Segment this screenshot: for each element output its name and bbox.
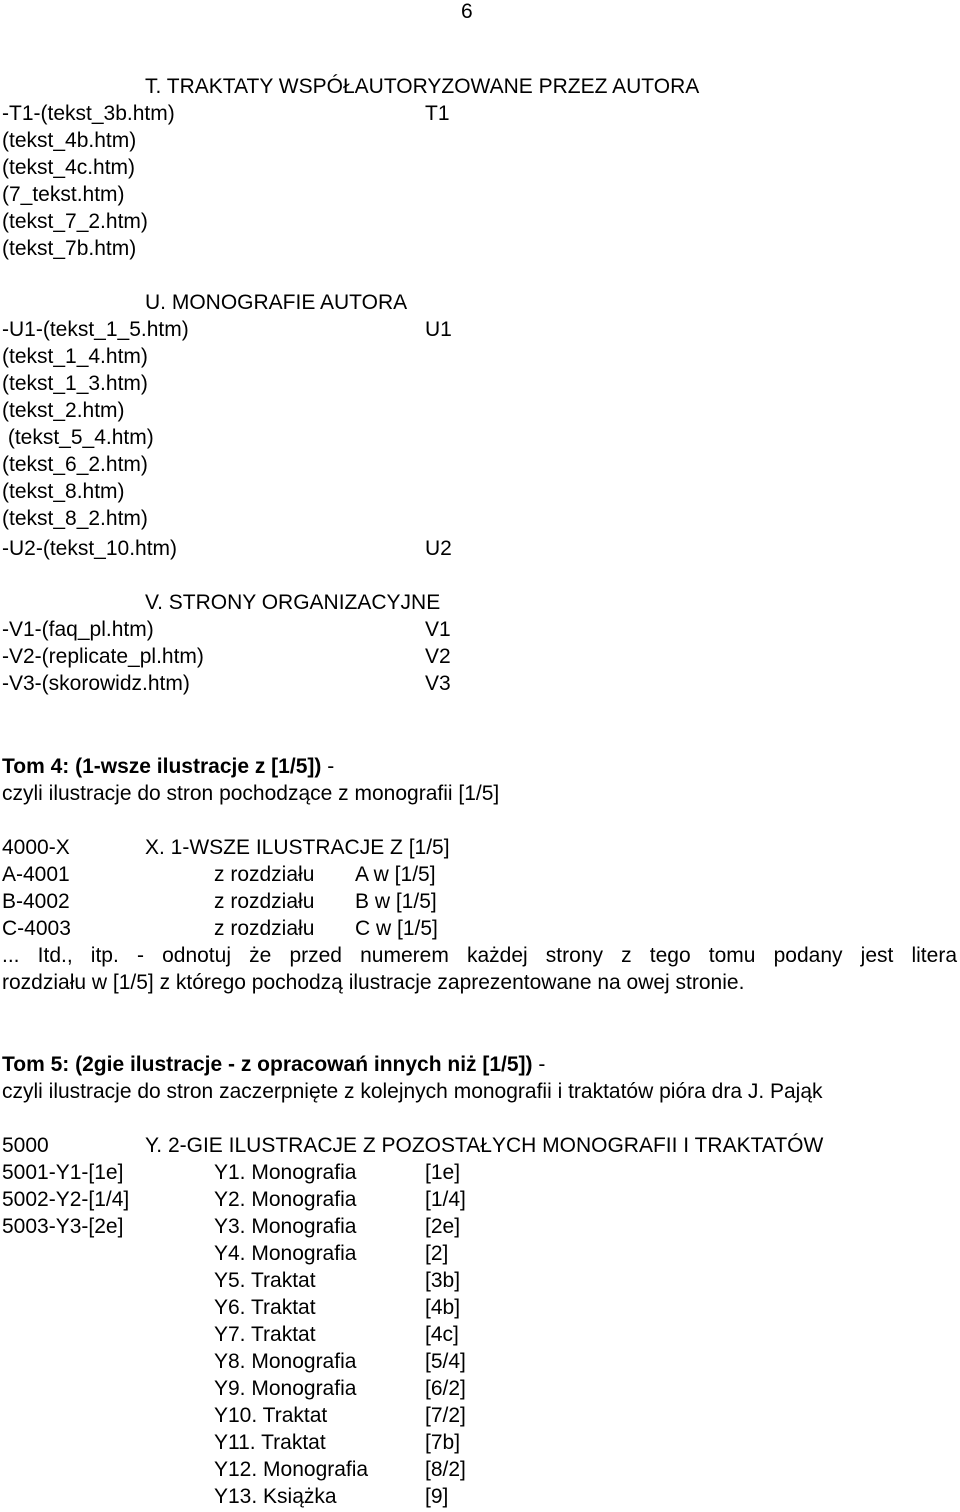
tom5-item-ref: [8/2] bbox=[425, 1458, 466, 1481]
tom4-title-line bbox=[2, 753, 334, 780]
section-u-line: (tekst_1_4.htm) bbox=[2, 345, 148, 368]
tom4-row-desc: B w [1/5] bbox=[355, 890, 437, 913]
tom5-row-heading: Y. 2-GIE ILUSTRACJE Z POZOSTAŁYCH MONOGRAFII I TRAKTATÓW bbox=[145, 1134, 824, 1157]
section-v-line: -V3-(skorowidz.htm) bbox=[2, 672, 190, 695]
tom5-item-ref: [3b] bbox=[425, 1269, 461, 1292]
tom4-row-code: C-4003 bbox=[2, 917, 71, 940]
page-number: 6 bbox=[461, 0, 473, 23]
tom4-row-code: B-4002 bbox=[2, 890, 70, 913]
section-t-line: (tekst_7b.htm) bbox=[2, 237, 137, 260]
tom5-title-suffix: - bbox=[532, 1053, 546, 1076]
section-u-line: (tekst_2.htm) bbox=[2, 399, 125, 422]
section-u-line: -U2-(tekst_10.htm) bbox=[2, 537, 178, 560]
section-v-line: -V2-(replicate_pl.htm) bbox=[2, 645, 204, 668]
section-u-line: (tekst_5_4.htm) bbox=[2, 426, 154, 449]
tom5-item-name: Y6. Traktat bbox=[214, 1296, 316, 1319]
section-t-line: (tekst_4b.htm) bbox=[2, 129, 137, 152]
tom5-item-name: Y9. Monografia bbox=[214, 1377, 357, 1400]
tom5-item-ref: [7/2] bbox=[425, 1404, 466, 1427]
section-t-line: (tekst_7_2.htm) bbox=[2, 210, 148, 233]
tom4-title: Tom 4: (1-wsze ilustracje z [1/5]) bbox=[2, 755, 322, 778]
tom5-item-name: Y3. Monografia bbox=[214, 1215, 357, 1238]
section-v-code: V2 bbox=[425, 645, 451, 668]
tom5-item-ref: [9] bbox=[425, 1485, 449, 1508]
tom4-title-suffix: - bbox=[321, 755, 335, 778]
section-u-heading: U. MONOGRAFIE AUTORA bbox=[145, 291, 408, 314]
tom5-title: Tom 5: (2gie ilustracje - z opracowań innych niż [1/5]) bbox=[2, 1053, 533, 1076]
tom5-item-name: Y2. Monografia bbox=[214, 1188, 357, 1211]
section-t-heading: T. TRAKTATY WSPÓŁAUTORYZOWANE PRZEZ AUTORA bbox=[145, 75, 700, 98]
tom5-item-ref: [5/4] bbox=[425, 1350, 466, 1373]
tom4-note-line2: rozdziału w [1/5] z którego pochodzą ilustracje zaprezentowane na owej stronie. bbox=[2, 971, 745, 994]
section-v-code: V1 bbox=[425, 618, 451, 641]
tom4-row-code: 4000-X bbox=[2, 836, 70, 859]
tom4-row-from: z rozdziału bbox=[214, 863, 315, 886]
section-v-line: -V1-(faq_pl.htm) bbox=[2, 618, 154, 641]
section-u-code: U1 bbox=[425, 318, 452, 341]
section-t-line: (7_tekst.htm) bbox=[2, 183, 125, 206]
tom4-row-from: z rozdziału bbox=[214, 917, 315, 940]
tom5-code: 5003-Y3-[2e] bbox=[2, 1215, 124, 1238]
tom5-item-name: Y10. Traktat bbox=[214, 1404, 328, 1427]
tom5-item-ref: [4c] bbox=[425, 1323, 459, 1346]
section-u-line: (tekst_1_3.htm) bbox=[2, 372, 148, 395]
tom4-row-heading: X. 1-WSZE ILUSTRACJE Z [1/5] bbox=[145, 836, 450, 859]
tom5-item-ref: [2] bbox=[425, 1242, 449, 1265]
tom5-item-ref: [1/4] bbox=[425, 1188, 466, 1211]
section-u-line: (tekst_6_2.htm) bbox=[2, 453, 148, 476]
tom5-item-name: Y12. Monografia bbox=[214, 1458, 369, 1481]
tom4-row-desc: A w [1/5] bbox=[355, 863, 436, 886]
section-t-line: -T1-(tekst_3b.htm) bbox=[2, 102, 175, 125]
section-u-line: -U1-(tekst_1_5.htm) bbox=[2, 318, 189, 341]
section-v-code: V3 bbox=[425, 672, 451, 695]
section-t-code: T1 bbox=[425, 102, 450, 125]
tom5-item-ref: [2e] bbox=[425, 1215, 461, 1238]
tom5-row-code: 5000 bbox=[2, 1134, 49, 1157]
tom5-subtitle: czyli ilustracje do stron zaczerpnięte z kolejnych monografii i traktatów pióra dra J. Pająk bbox=[2, 1080, 823, 1103]
tom5-item-ref: [4b] bbox=[425, 1296, 461, 1319]
tom5-code: 5001-Y1-[1e] bbox=[2, 1161, 124, 1184]
section-u-line: (tekst_8_2.htm) bbox=[2, 507, 148, 530]
tom5-item-name: Y1. Monografia bbox=[214, 1161, 357, 1184]
section-u-code: U2 bbox=[425, 537, 452, 560]
tom5-item-name: Y11. Traktat bbox=[214, 1431, 326, 1454]
tom5-item-name: Y4. Monografia bbox=[214, 1242, 357, 1265]
tom5-code: 5002-Y2-[1/4] bbox=[2, 1188, 130, 1211]
section-u-line: (tekst_8.htm) bbox=[2, 480, 125, 503]
tom4-row-desc: C w [1/5] bbox=[355, 917, 438, 940]
tom5-item-name: Y5. Traktat bbox=[214, 1269, 316, 1292]
tom4-subtitle: czyli ilustracje do stron pochodzące z monografii [1/5] bbox=[2, 782, 500, 805]
section-v-heading: V. STRONY ORGANIZACYJNE bbox=[145, 591, 441, 614]
section-t-line: (tekst_4c.htm) bbox=[2, 156, 136, 179]
tom5-title-line bbox=[2, 1051, 545, 1078]
tom5-item-ref: [7b] bbox=[425, 1431, 461, 1454]
tom5-item-name: Y7. Traktat bbox=[214, 1323, 316, 1346]
tom5-item-ref: [6/2] bbox=[425, 1377, 466, 1400]
tom5-item-name: Y8. Monografia bbox=[214, 1350, 357, 1373]
tom5-item-name: Y13. Książka bbox=[214, 1485, 337, 1508]
tom4-row-from: z rozdziału bbox=[214, 890, 315, 913]
tom4-row-code: A-4001 bbox=[2, 863, 70, 886]
tom4-note-line1: ... Itd., itp. - odnotuj że przed numerem każdej strony z tego tomu podany jest litera bbox=[2, 944, 957, 967]
tom5-item-ref: [1e] bbox=[425, 1161, 461, 1184]
